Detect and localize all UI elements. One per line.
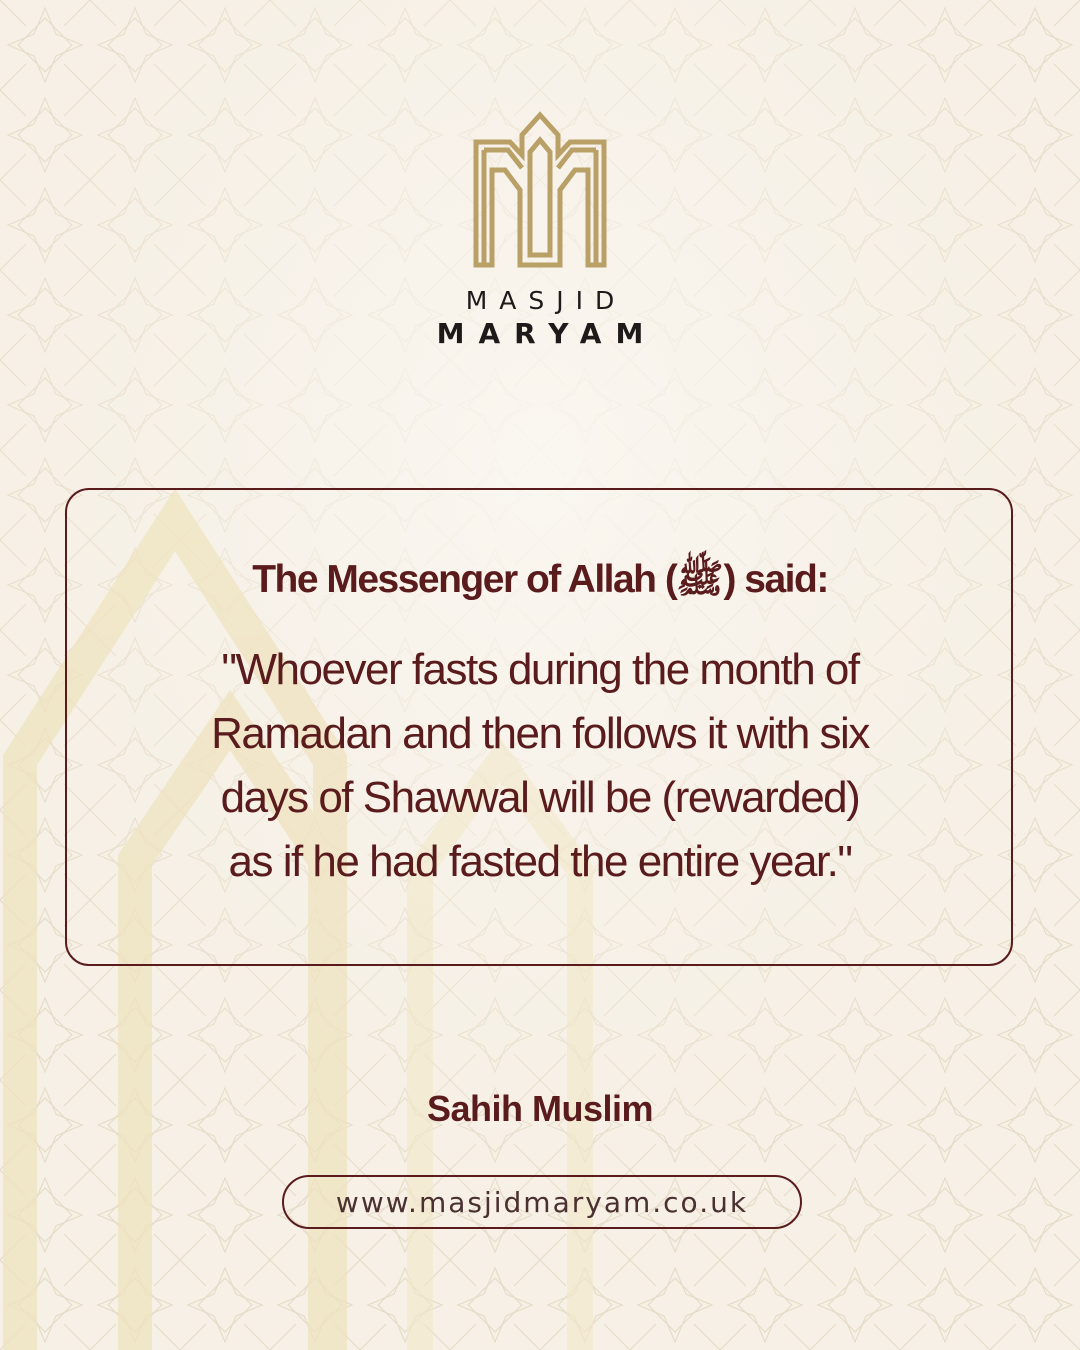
quote-heading: The Messenger of Allah (ﷺ) said:	[252, 558, 828, 601]
mosque-arch-icon	[470, 110, 610, 270]
website-link[interactable]	[282, 1175, 802, 1229]
quote-line: Ramadan and then follows it with six	[211, 709, 869, 758]
brand-name-line1: MASJID	[465, 286, 627, 315]
quote-line: "Whoever fasts during the month of	[221, 645, 859, 694]
website-url: www.masjidmaryam.co.uk	[335, 1185, 749, 1219]
hadith-quote	[120, 638, 960, 894]
brand-logo	[0, 110, 1080, 350]
brand-name-line2: MARYAM	[436, 317, 658, 350]
quote-line: as if he had fasted the entire year."	[228, 837, 852, 886]
source-citation: Sahih Muslim	[426, 1088, 654, 1129]
quote-line: days of Shawwal will be (rewarded)	[220, 773, 860, 822]
